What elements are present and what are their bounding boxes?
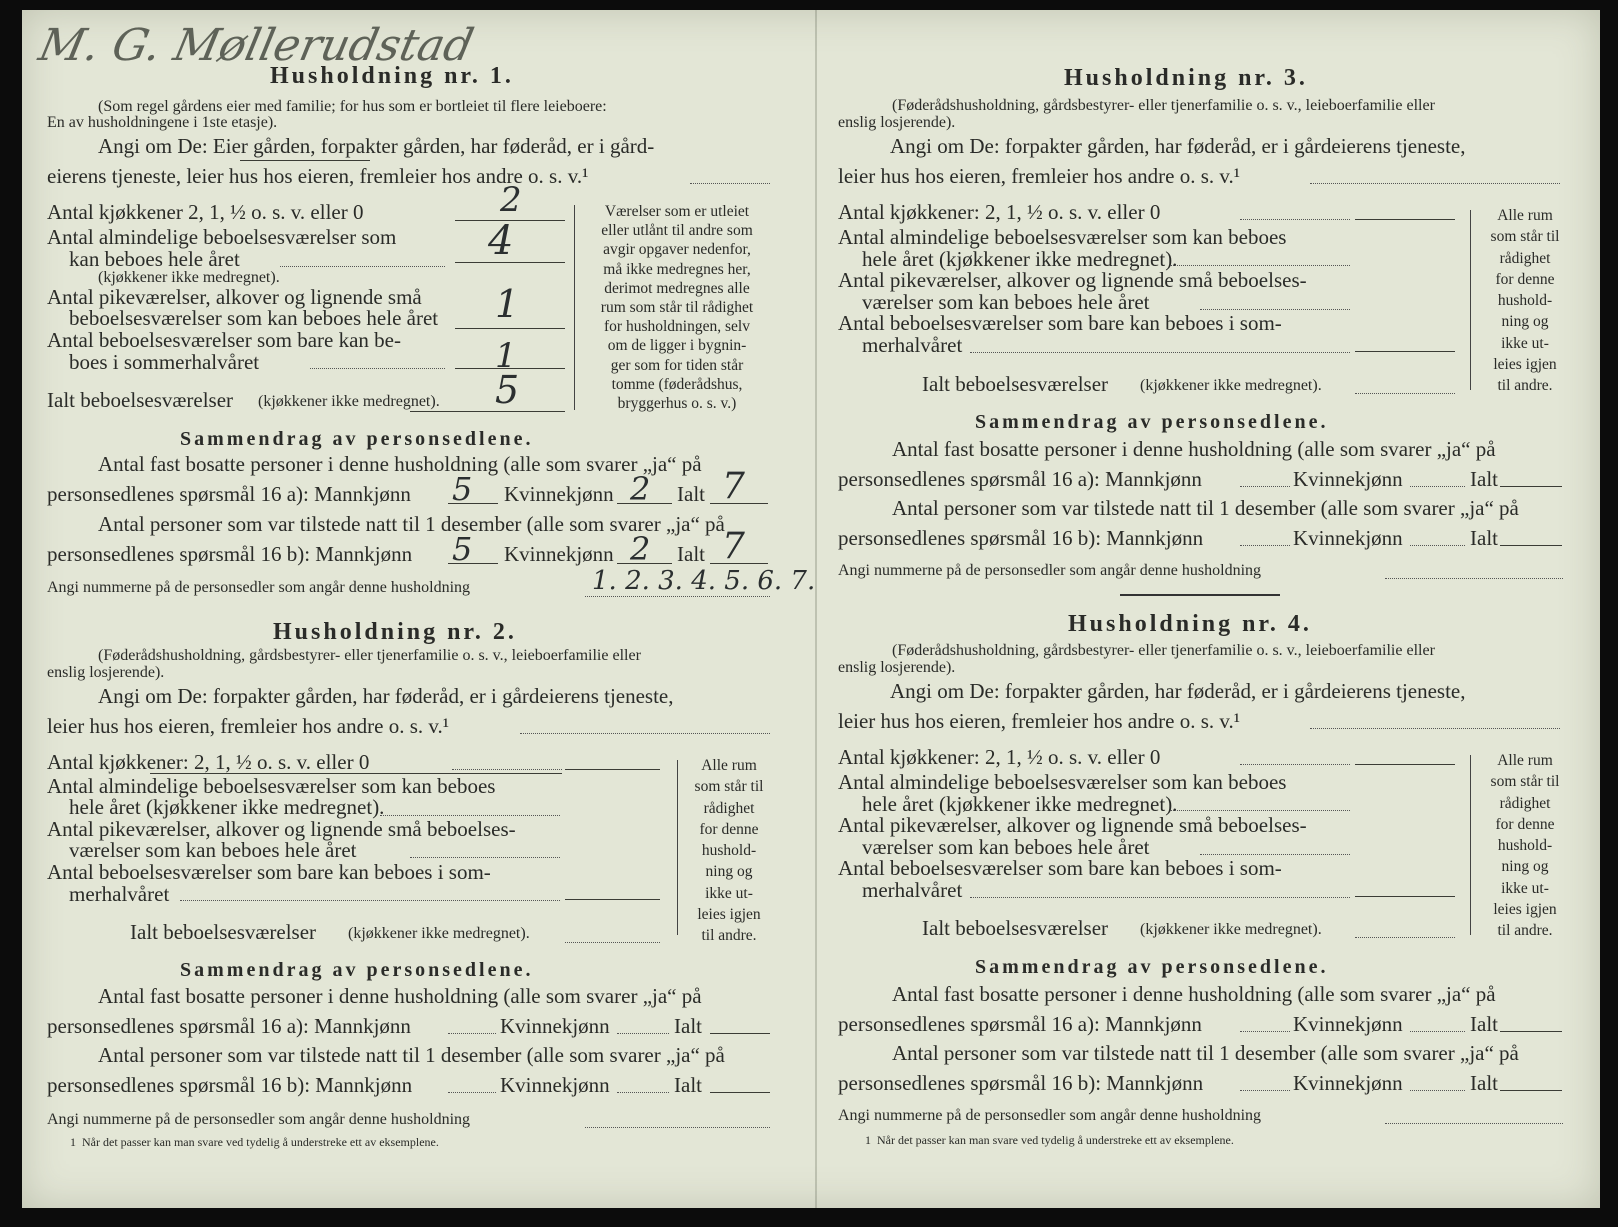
- note-line: eller utlånt til andre som: [601, 222, 753, 240]
- summer-rooms-label-2: merhalvåret: [862, 878, 963, 902]
- note-line: Alle rum: [1497, 752, 1553, 769]
- person-numbers-label: Angi nummerne på de personsedler som angår denne husholdning: [47, 579, 471, 596]
- ordinary-rooms-label-2: hele året (kjøkkener ikke medregnet).: [862, 792, 1178, 816]
- kitchens-answer-line: [565, 769, 660, 770]
- note-line: Alle rum: [701, 757, 757, 774]
- resident-persons-line-2: personsedlenes spørsmål 16 a): Mannkjønn: [47, 482, 411, 506]
- total-rooms-label: Ialt beboelsesværelser: [922, 372, 1109, 396]
- household-2-subtitle-2: enslig losjerende).: [47, 664, 165, 681]
- household-4-angi-line-1: Angi om De: forpakter gården, har føderåd, er i gårdeierens tjeneste,: [890, 679, 1466, 703]
- note-line: leies igjen: [1493, 901, 1557, 919]
- note-line: ning og: [1501, 313, 1549, 331]
- household-1-subtitle-2: En av husholdningene i 1ste etasje).: [47, 114, 278, 131]
- angi-answer-line: [1310, 183, 1560, 184]
- present-persons-line-1: Antal personer som var tilstede natt til 1 desember (alle som svarer „ja“ på: [892, 1041, 1519, 1065]
- note-line: til andre.: [1497, 377, 1553, 395]
- household-2-subtitle-1: (Føderådshusholdning, gårdsbestyrer- eller tjenerfamilie o. s. v., leieboerfamilie eller: [98, 647, 641, 664]
- person-numbers-label: Angi nummerne på de personsedler som angår denne husholdning: [838, 562, 1262, 579]
- kitchens-dots: [1240, 219, 1350, 220]
- note-line: rådighet: [1499, 249, 1551, 267]
- note-bracket: [1470, 210, 1471, 390]
- total-rooms-note: (kjøkkener ikke medregnet).: [1140, 921, 1322, 938]
- ordinary-rooms-label-1: Antal almindelige beboelsesværelser som kan beboes: [838, 225, 1287, 249]
- female-label: Kvinnekjønn: [504, 542, 614, 566]
- footnote: [70, 1136, 439, 1148]
- summer-rooms-label-2: boes i sommerhalvåret: [69, 350, 260, 374]
- maid-rooms-label-1: Antal pikeværelser, alkover og lignende små beboelses-: [838, 268, 1307, 292]
- summer-rooms-label-1: Antal beboelsesværelser som bare kan be-: [47, 328, 401, 352]
- household-4-title: Husholdning nr. 4.: [1068, 611, 1312, 637]
- present-persons-line-1: Antal personer som var tilstede natt til 1 desember (alle som svarer „ja“ på: [98, 1043, 725, 1067]
- male-1-line: [1240, 1031, 1290, 1032]
- household-3-title: Husholdning nr. 3.: [1064, 65, 1308, 91]
- present-persons-line-2: personsedlenes spørsmål 16 b): Mannkjønn: [838, 1071, 1204, 1095]
- summer-rooms-answer-line: [1355, 896, 1455, 897]
- total-rooms-answer-line: [1355, 937, 1455, 938]
- summary-heading: Sammendrag av personsedlene.: [180, 428, 534, 450]
- footnote-mark: 1: [865, 1133, 871, 1147]
- total-label: Ialt: [1470, 526, 1498, 550]
- summary-heading: Sammendrag av personsedlene.: [180, 959, 534, 981]
- person-numbers-label: Angi nummerne på de personsedler som angår denne husholdning: [47, 1111, 471, 1128]
- household-1-title: Husholdning nr. 1.: [270, 63, 514, 89]
- note-line: rådighet: [703, 799, 755, 817]
- total-label: Ialt: [674, 1014, 702, 1038]
- summer-rooms-dots: [180, 900, 560, 901]
- household-4-subtitle-2: enslig losjerende).: [838, 659, 956, 676]
- note-bracket: [677, 760, 678, 935]
- kitchens-answer: 2: [500, 180, 522, 220]
- note-line: tomme (føderådshus,: [611, 375, 743, 393]
- note-line: ikke ut-: [1501, 334, 1549, 352]
- male-2-line: [448, 1092, 496, 1093]
- summer-rooms-dots: [970, 897, 1350, 898]
- male-1-line: [1240, 486, 1290, 487]
- footnote-text: Når det passer kan man svare ved tydelig å understreke ett av eksemplene.: [877, 1133, 1234, 1147]
- note-line: derimot medregnes alle: [604, 279, 750, 297]
- note-line: for denne: [1495, 815, 1555, 833]
- resident-persons-line-2: personsedlenes spørsmål 16 a): Mannkjønn: [838, 1012, 1202, 1036]
- total-rooms-note: (kjøkkener ikke medregnet).: [348, 925, 530, 942]
- female-label: Kvinnekjønn: [504, 482, 614, 506]
- summary-heading: Sammendrag av personsedlene.: [975, 411, 1329, 433]
- male-2-answer: 5: [452, 530, 473, 568]
- summer-rooms-answer-line: [1355, 351, 1455, 352]
- female-1-line: [1410, 1031, 1465, 1032]
- present-persons-line-1: Antal personer som var tilstede natt til 1 desember (alle som svarer „ja“ på: [98, 512, 725, 536]
- maid-rooms-answer: 1: [495, 282, 520, 326]
- household-2-angi-line-2: leier hus hos eieren, fremleier hos andre o. s. v.¹: [47, 714, 450, 738]
- male-1-answer: 5: [452, 470, 473, 508]
- female-2-line: [617, 1092, 669, 1093]
- present-persons-line-2: personsedlenes spørsmål 16 b): Mannkjønn: [47, 542, 413, 566]
- note-line: som står til: [1490, 773, 1560, 791]
- eier-underline: [240, 160, 370, 161]
- summer-rooms-dots: [970, 352, 1350, 353]
- total-1-answer: 7: [722, 466, 745, 507]
- total-2-line: [1500, 545, 1562, 546]
- maid-rooms-label-2: beboelsesværelser som kan beboes hele året: [69, 306, 439, 330]
- resident-persons-line-2: personsedlenes spørsmål 16 a): Mannkjønn: [838, 467, 1202, 491]
- note-line: ikke ut-: [705, 884, 753, 902]
- footnote-text: Når det passer kan man svare ved tydelig å understreke ett av eksemplene.: [82, 1135, 439, 1149]
- female-1-answer: 2: [630, 470, 651, 508]
- household-3-angi-line-1: Angi om De: forpakter gården, har føderåd, er i gårdeierens tjeneste,: [890, 134, 1466, 158]
- household-2-angi-line-1: Angi om De: forpakter gården, har føderåd, er i gårdeierens tjeneste,: [98, 684, 674, 708]
- total-label: Ialt: [677, 482, 705, 506]
- summary-heading: Sammendrag av personsedlene.: [975, 956, 1329, 978]
- total-1-line: [1500, 486, 1562, 487]
- note-line: for husholdningen, selv: [604, 318, 750, 336]
- note-line: hushold-: [1497, 292, 1553, 310]
- total-2-line: [710, 1092, 770, 1093]
- note-bracket: [574, 205, 575, 410]
- summer-rooms-label-1: Antal beboelsesværelser som bare kan beboes i som-: [838, 856, 1282, 880]
- kitchens-answer-line: [1355, 219, 1455, 220]
- household-1-angi-line-2: eierens tjeneste, leier hus hos eieren, fremleier hos andre o. s. v.¹: [47, 164, 589, 188]
- note-line: Alle rum: [1497, 207, 1553, 224]
- total-label: Ialt: [1470, 467, 1498, 491]
- total-rooms-note: (kjøkkener ikke medregnet).: [1140, 377, 1322, 394]
- note-bracket: [1470, 755, 1471, 935]
- total-1-line: [1500, 1031, 1562, 1032]
- note-line: bryggerhus o. s. v.): [617, 395, 737, 413]
- resident-persons-line-1: Antal fast bosatte personer i denne husholdning (alle som svarer „ja“ på: [892, 437, 1496, 461]
- resident-persons-line-2: personsedlenes spørsmål 16 a): Mannkjønn: [47, 1014, 411, 1038]
- total-label: Ialt: [1470, 1012, 1498, 1036]
- maid-rooms-label-1: Antal pikeværelser, alkover og lignende små: [47, 285, 422, 309]
- note-line: avgir opgaver nedenfor,: [603, 241, 751, 259]
- male-2-line: [1240, 1090, 1290, 1091]
- female-label: Kvinnekjønn: [1293, 1071, 1403, 1095]
- angi-answer-line: [520, 733, 770, 734]
- ordinary-rooms-label-2: hele året (kjøkkener ikke medregnet).: [69, 795, 385, 819]
- summer-rooms-answer-line: [565, 899, 660, 900]
- maid-rooms-label-1: Antal pikeværelser, alkover og lignende små beboelses-: [47, 817, 516, 841]
- ordinary-rooms-dots: [380, 815, 560, 816]
- household-2-title: Husholdning nr. 2.: [273, 619, 517, 645]
- kitchens-dots: [452, 769, 562, 770]
- female-2-line: [1410, 545, 1465, 546]
- rooms-instruction-note: [1476, 750, 1574, 942]
- resident-persons-line-1: Antal fast bosatte personer i denne husholdning (alle som svarer „ja“ på: [98, 984, 702, 1008]
- note-line: ning og: [705, 863, 753, 881]
- present-persons-line-2: personsedlenes spørsmål 16 b): Mannkjønn: [838, 526, 1204, 550]
- ordinary-rooms-label-1: Antal almindelige beboelsesværelser som kan beboes: [838, 770, 1287, 794]
- female-label: Kvinnekjønn: [500, 1073, 610, 1097]
- female-label: Kvinnekjønn: [500, 1014, 610, 1038]
- total-rooms-answer-line: [1355, 393, 1455, 394]
- male-1-line: [448, 1033, 496, 1034]
- person-numbers-label: Angi nummerne på de personsedler som angår denne husholdning: [838, 1107, 1262, 1124]
- total-label: Ialt: [677, 542, 705, 566]
- maid-rooms-dots: [1200, 854, 1350, 855]
- kitchens-label: Antal kjøkkener: 2, 1, ½ o. s. v. eller 0: [838, 200, 1161, 224]
- female-1-line: [1410, 486, 1465, 487]
- person-numbers-line: [585, 596, 770, 597]
- note-line: rum som står til rådighet: [600, 299, 754, 317]
- note-line: Værelser som er utleiet: [604, 203, 750, 220]
- household-4-subtitle-1: (Føderådshusholdning, gårdsbestyrer- eller tjenerfamilie o. s. v., leieboerfamilie eller: [892, 642, 1435, 659]
- note-line: leies igjen: [697, 906, 761, 924]
- handwritten-signature: M. G. Møllerudstad: [34, 20, 478, 71]
- note-line: for denne: [699, 820, 759, 838]
- total-label: Ialt: [674, 1073, 702, 1097]
- total-rooms-answer: 5: [495, 368, 520, 412]
- ordinary-rooms-label-2: kan beboes hele året: [69, 247, 240, 271]
- female-2-answer: 2: [630, 530, 651, 568]
- ordinary-rooms-answer: 4: [488, 218, 514, 264]
- ordinary-rooms-note: (kjøkkener ikke medregnet).: [98, 269, 280, 286]
- summer-rooms-label-2: merhalvåret: [862, 333, 963, 357]
- note-line: rådighet: [1499, 794, 1551, 812]
- note-line: for denne: [1495, 270, 1555, 288]
- kitchens-label: Antal kjøkkener: 2, 1, ½ o. s. v. eller 0: [47, 750, 370, 774]
- household-3-subtitle-2: enslig losjerende).: [838, 114, 956, 131]
- rooms-instruction-note: [1476, 205, 1574, 397]
- household-1-angi-line-1: Angi om De: Eier gården, forpakter gården, har føderåd, er i gård-: [98, 134, 655, 158]
- person-numbers-answer: 1. 2. 3. 4. 5. 6. 7.: [592, 566, 816, 596]
- note-line: hushold-: [701, 842, 757, 860]
- note-line: må ikke medregnes her,: [603, 260, 751, 278]
- note-line: hushold-: [1497, 837, 1553, 855]
- summer-rooms-answer: 1: [495, 336, 517, 376]
- ordinary-rooms-label-1: Antal almindelige beboelsesværelser som: [47, 225, 397, 249]
- maid-rooms-dots: [1200, 309, 1350, 310]
- note-line: som står til: [1490, 228, 1560, 246]
- household-4-angi-line-2: leier hus hos eieren, fremleier hos andre o. s. v.¹: [838, 709, 1241, 733]
- summer-rooms-label-1: Antal beboelsesværelser som bare kan beboes i som-: [47, 860, 491, 884]
- female-label: Kvinnekjønn: [1293, 1012, 1403, 1036]
- present-persons-line-1: Antal personer som var tilstede natt til 1 desember (alle som svarer „ja“ på: [892, 496, 1519, 520]
- footnote-mark: 1: [70, 1135, 76, 1149]
- note-line: til andre.: [701, 927, 757, 945]
- total-rooms-answer-line: [410, 411, 565, 412]
- angi-answer-line: [690, 183, 770, 184]
- household-3-subtitle-1: (Føderådshusholdning, gårdsbestyrer- eller tjenerfamilie o. s. v., leieboerfamilie eller: [892, 97, 1435, 114]
- note-line: ger som for tiden står: [610, 356, 744, 374]
- maid-rooms-label-1: Antal pikeværelser, alkover og lignende små beboelses-: [838, 813, 1307, 837]
- note-line: leies igjen: [1493, 356, 1557, 374]
- note-line: som står til: [694, 778, 764, 796]
- summer-rooms-label-2: merhalvåret: [69, 882, 170, 906]
- maid-rooms-label-2: værelser som kan beboes hele året: [69, 838, 357, 862]
- total-rooms-answer-line: [565, 942, 660, 943]
- total-1-line: [710, 1033, 770, 1034]
- kitchens-label: Antal kjøkkener: 2, 1, ½ o. s. v. eller 0: [838, 745, 1161, 769]
- female-label: Kvinnekjønn: [1293, 526, 1403, 550]
- note-line: ning og: [1501, 858, 1549, 876]
- maid-rooms-label-2: værelser som kan beboes hele året: [862, 835, 1150, 859]
- angi-answer-line: [1310, 728, 1560, 729]
- section-divider: [1120, 594, 1280, 596]
- person-numbers-line: [1385, 1123, 1563, 1124]
- total-rooms-label: Ialt beboelsesværelser: [922, 916, 1109, 940]
- summer-rooms-dots: [310, 368, 445, 369]
- present-persons-line-2: personsedlenes spørsmål 16 b): Mannkjønn: [47, 1073, 413, 1097]
- household-1-subtitle-1: (Som regel gårdens eier med familie; for hus som er bortleiet til flere leieboere:: [98, 98, 607, 115]
- ordinary-rooms-label-2: hele året (kjøkkener ikke medregnet).: [862, 247, 1178, 271]
- resident-persons-line-1: Antal fast bosatte personer i denne husholdning (alle som svarer „ja“ på: [892, 982, 1496, 1006]
- male-2-line: [1240, 545, 1290, 546]
- rooms-instruction-note: [680, 755, 778, 947]
- footnote: [865, 1134, 1234, 1146]
- kitchens-dots: [1240, 764, 1350, 765]
- ordinary-rooms-label-1: Antal almindelige beboelsesværelser som kan beboes: [47, 774, 496, 798]
- note-line: til andre.: [1497, 922, 1553, 940]
- page-fold: [815, 10, 817, 1208]
- total-rooms-label: Ialt beboelsesværelser: [47, 388, 234, 412]
- female-1-line: [617, 1033, 669, 1034]
- person-numbers-line: [1385, 578, 1563, 579]
- kitchens-answer-line: [1355, 764, 1455, 765]
- maid-rooms-label-2: værelser som kan beboes hele året: [862, 290, 1150, 314]
- kitchens-label: Antal kjøkkener 2, 1, ½ o. s. v. eller 0: [47, 200, 364, 224]
- note-line: ikke ut-: [1501, 879, 1549, 897]
- household-3-angi-line-2: leier hus hos eieren, fremleier hos andre o. s. v.¹: [838, 164, 1241, 188]
- ordinary-rooms-dots: [1170, 810, 1350, 811]
- total-2-answer: 7: [722, 526, 745, 567]
- maid-rooms-answer-line: [455, 328, 565, 329]
- total-rooms-label: Ialt beboelsesværelser: [130, 920, 317, 944]
- person-numbers-line: [585, 1127, 770, 1128]
- total-2-line: [1500, 1090, 1562, 1091]
- maid-rooms-dots: [410, 857, 560, 858]
- rooms-instruction-note: [582, 202, 772, 413]
- summer-rooms-label-1: Antal beboelsesværelser som bare kan beboes i som-: [838, 311, 1282, 335]
- female-label: Kvinnekjønn: [1293, 467, 1403, 491]
- ordinary-rooms-dots: [280, 266, 445, 267]
- note-line: om de ligger i bygnin-: [607, 337, 747, 355]
- total-rooms-note: (kjøkkener ikke medregnet).: [258, 393, 440, 410]
- ordinary-rooms-dots: [1170, 265, 1350, 266]
- female-2-line: [1410, 1090, 1465, 1091]
- resident-persons-line-1: Antal fast bosatte personer i denne husholdning (alle som svarer „ja“ på: [98, 452, 702, 476]
- total-label: Ialt: [1470, 1071, 1498, 1095]
